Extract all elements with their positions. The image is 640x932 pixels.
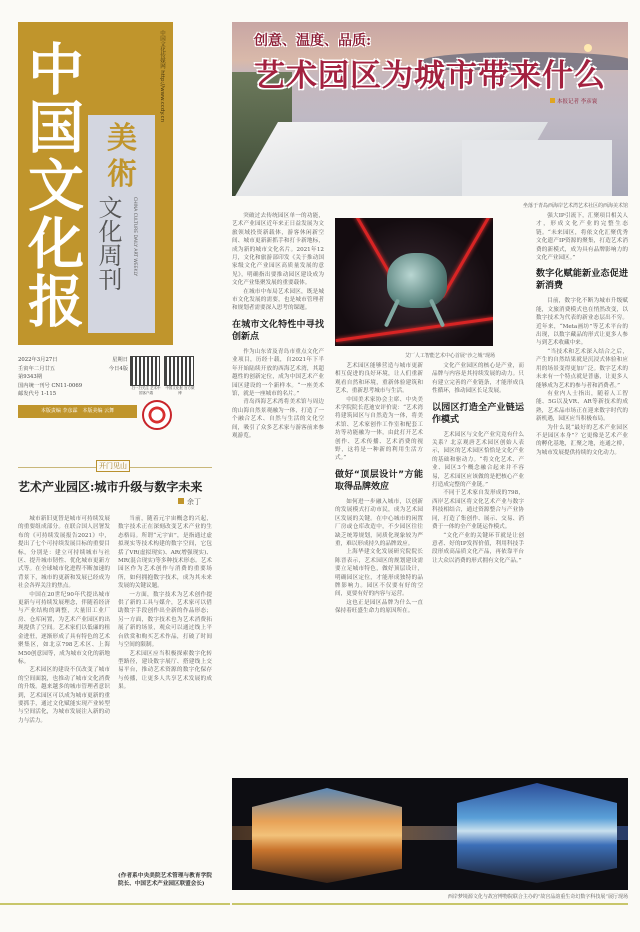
- paragraph: 艺术园区应当积极探索数字化转型路径，建设数字展厅、搭建线上交易平台，推动艺术资源的数字化保存与传播，让更多人共享艺术发展的成果。: [118, 650, 212, 691]
- qr-code-icon: [164, 356, 194, 386]
- issue-number: 第9343期: [18, 374, 43, 381]
- qr-label: 扫一扫关注 艺术中国客户端: [131, 386, 161, 395]
- article-column: [432, 362, 524, 772]
- subheading: 以园区打造全产业链运作模式: [432, 402, 524, 425]
- feature-kicker: 创意、温度、品质:: [254, 33, 372, 49]
- paragraph: “当技术和艺术深入结合之后，产生的自然结果就是沉浸式体验和应用的场景变得更加广泛。数字艺术的未来有一个特点就是普惠，让更多人能够成为艺术的参与者和消费者。”: [536, 348, 628, 389]
- section-tag: 开门见山: [96, 460, 130, 472]
- divider: [0, 903, 230, 905]
- paragraph: 一方面，数字技术为艺术创作提供了新的工具与媒介，艺术家可以借助数字手段创作出全新的作品形态；另一方面，数字技术也为艺术消费拓展了新的场景，观众可以通过线上平台欣赏和购买艺术作品，打破了时间与空间的限制。: [118, 591, 212, 649]
- divider: [232, 903, 628, 905]
- paragraph: 不同于艺术家自发形成的798，西岸艺术园区将文化艺术产业与数字科技相结合，通过资源整合与产业协同，打造了集创作、展示、交易、消费于一体的全产业链运作模式。: [432, 490, 524, 531]
- supplement-title: 美術: [107, 121, 137, 192]
- paragraph: 有业内人士指出，随着人工智能、5G以及VR、AR等新技术的成熟，艺术品市场正在迎来数字时代的新机遇，园区应当积极布局。: [536, 390, 628, 423]
- newspaper-title: 中国文化报: [19, 40, 85, 330]
- cn-number: 国内统一刊号 CN11-0069: [18, 382, 83, 389]
- newspaper-logo-icon: [142, 400, 172, 430]
- article-column: [232, 212, 324, 562]
- feature-headline: 艺术园区为城市带来什么: [254, 58, 606, 94]
- paragraph: 如何进一步融入城市，以创新的发展模式打动市民，成为艺术园区发展的关键。在中心城市的闲置厂房或仓库改造中，不少园区往往缺乏统筹规划，同质化现象较为严重，难以形成持久的品牌效应。: [335, 498, 423, 547]
- supplement-subtitle: 文化周刊: [94, 195, 122, 291]
- paragraph: 目前，数字化不断为城市升级赋能，文旅消费模式也在悄然改变，以数字技术为代表的新业态层出不穷。近年来，“Meta画坊”等艺术平台的出现，以数字藏品的形式让更多人参与到艺术收藏中来。: [536, 298, 628, 347]
- page-count: 今日4版: [108, 365, 128, 372]
- english-title: CHINA CULTURE DAILY ART WEEKLY: [132, 197, 137, 277]
- projection-cube-right: [457, 783, 617, 883]
- article-author: [178, 497, 201, 507]
- issue-info: [18, 356, 128, 399]
- paragraph: 中国美术家协会主席、中央美术学院院长范迪安评价说：“艺术湾将建筑园区与自然造为一体，将美术馆、艺术家创作工作室和配套工坊等功能融为一体，由此打开艺术创作、艺术传播、艺术消费的视野，这将是一种新的利用生活方式。”: [335, 396, 423, 462]
- paragraph: “文化产业的关键环节就是让创意者、好的IP发挥价值，利用科技手段形成高品质文化产品，再依靠平台让大众以消费的形式拥有文化产品。”: [432, 532, 524, 564]
- postal-code: 邮发代号 1-115: [18, 391, 57, 398]
- qr-code-2[interactable]: [164, 356, 196, 396]
- paragraph: 当前，随着元宇宙概念的兴起，数字技术正在深刻改变艺术产业的生态格局。所谓“元宇宙”，是指通过虚拟现实等技术构建的数字空间，它包括了VR(虚拟现实)、AR(增强现实)、MR(混合现实)等多种技术形态。艺术园区作为艺术创作与消费的重要场所，如何拥抱数字技术，成为其未来发展的关键议题。: [118, 516, 212, 590]
- paragraph: 上海华建文化发展研究院院长陈晋表示，艺术园区的规划建设需要立足城市特色，做好顶层设计，明确园区定位，才能形成独特的品牌影响力。园区不仅要有好的空间，更要有好的内容与运营。: [335, 549, 423, 598]
- projection-cube-left: [252, 788, 402, 883]
- author-name: 余丁: [187, 498, 201, 506]
- paragraph: 中国在20世纪90年代提出城市更新与可持续发展理念，伴随着经济与产业结构的调整，大量旧工业厂房、仓库闲置，为艺术产业园区的出现提供了空间。艺术家们以低廉的租金进驻，逐渐形成了具有特色的艺术聚集区，如北京798艺术区、上海M50创意园等，成为城市文化的新地标。: [18, 591, 110, 665]
- article-column: [536, 212, 628, 772]
- qr-code-1[interactable]: [130, 356, 162, 396]
- editors-bar: 本版责编 李彦霖 本版美编 云舞: [18, 405, 137, 418]
- photo-caption: 坐落于青岛西海岸艺术湾艺术社区的西海美术馆: [522, 203, 628, 209]
- supplement-box: [88, 115, 155, 333]
- qr-code-icon: [130, 356, 160, 386]
- photo-caption: 艾厂人工智能艺术中心首展“沙之城”现场: [404, 353, 495, 359]
- website-url: 中国文化传媒网 http://www.ccdy.cn: [159, 30, 165, 123]
- article-column: [18, 515, 110, 893]
- date: 2022年3月27日: [18, 357, 58, 363]
- byline-marker-icon: [550, 98, 555, 103]
- article-headline: 艺术产业园区:城市升级与数字未来: [18, 480, 203, 494]
- paragraph: 在城市中布局艺术园区，既是城市文化发展的需要，也是城市管理者和规划者需要深入思考的课题。: [232, 288, 324, 312]
- subheading: 数字化赋能新业态促进新消费: [536, 269, 628, 292]
- exhibition-photo: [335, 218, 493, 346]
- paragraph: 青岛西海艺术湾将美术馆与周边的山海自然景观融为一体，打造了一个融合艺术、自然与生活的文化空间，吸引了众多艺术家与游客前来参观游览。: [232, 399, 324, 439]
- lunar-date: 壬寅年二月廿五: [18, 365, 56, 372]
- feature-byline: [550, 97, 597, 105]
- digital-exhibition-photo: [232, 778, 628, 890]
- article-column: [335, 362, 423, 772]
- author-note: (作者系中央美院艺术管理与教育学院院长、中国艺术产业园区联盟会长): [118, 873, 212, 888]
- paragraph: 艺术园区与文化产业究竟有什么关系？北京观唐艺术园区创始人表示，园区的艺术园区恰恰是文化产业的基础和驱动力。“将文化艺术、产业、园区3个概念融合起来并不容易，艺术园区应该做的是把核心产业打造成完整的产业链。”: [432, 431, 524, 489]
- paragraph: 为什么说“最好的艺术产业园区不是园区本身”？它更像是艺术产业的孵化基地，汇聚之地，连通之桥，为城市发展提供持续的文化动力。: [536, 424, 628, 456]
- article-column: [118, 515, 212, 855]
- paragraph: 艺术园区能够营造与城市更新相互促进的良好环境，让人们重新观看自然和环境，重新体验建筑和艺术，重新思考城市与生活。: [335, 363, 423, 395]
- paragraph: 城市新旧更替是城市可持续发展的重要组成部分。在联合国人居署发布的《可持续发展报告2021》中，提出了七个可持续发展目标的重要目标，分别是：建立可持续城市与社区、提升城市韧性、优化城市更新方式等。在全球城市化进程不断加速的背景下，城市的更新和发展已经成为社会各界关注的焦点。: [18, 516, 110, 590]
- paragraph: 强大IP引流下，汇聚项目相关人才，形成文化产业的完整生态链。“未来园区，将依文化汇聚优秀文化遗产IP资源的聚集，打造艺术消费的新模式，成为具有品牌影响力的文化产业园区。”: [536, 213, 628, 262]
- paragraph: 这也正是园区品牌为什么一直保持着旺盛生命力的原因所在。: [335, 599, 423, 615]
- paragraph: 突破过去传统园区单一的功能，艺术产业园区近年来正日益发展为文旅领域投资新载体，游客休闲新空间、城市更新新抓手和打卡新地标，成为新的城市文化名片。2021年12月，文化和旅游部印发《关于推动国家级文化产业园区高质量发展的意见》，明确指出要推动园区建设成为文化产业集聚发展的重要载体。: [232, 213, 324, 287]
- museum-building: [462, 140, 612, 196]
- photo-caption: 西岸梦境源文化与故宫博物院联合主办的“故宫品韵重生奇幻数字科技展”展厅现场: [447, 894, 628, 900]
- subheading: 做好“顶层设计”方能取得品牌效应: [335, 469, 423, 492]
- author-marker-icon: [178, 498, 184, 504]
- masthead: [18, 22, 173, 345]
- paragraph: 作为山东省及青岛市重点文化产业项目，历经十载，自2021年下半年开始陆续开放的西海艺术湾，其超越性的创新定位，成为中国艺术产业园区建设的一个新样本。“一座美术馆，就是一座城市的名片。”: [232, 348, 324, 397]
- subheading: 在城市文化特性中寻找创新点: [232, 319, 324, 342]
- qr-label: 中国文化报 官方微博: [165, 386, 195, 395]
- paragraph: 艺术园区的建设不仅改变了城市的空间面貌，也推动了城市文化消费的升级。越来越多的城市管理者意识到，艺术园区可以成为城市更新的重要抓手，通过文化赋能实现产业转型与空间活化，为城市发展注入新的动力与活力。: [18, 667, 110, 724]
- paragraph: 文化产业园区的核心是产业，而品牌与内容是其持续发展的动力。只有建立完善的产业链条，才能形成良性循环，推动园区长足发展。: [432, 363, 524, 395]
- lead-photo: [232, 22, 628, 196]
- weekday: 星期日: [112, 357, 128, 363]
- byline-text: 本报记者 李彦寰: [557, 99, 598, 105]
